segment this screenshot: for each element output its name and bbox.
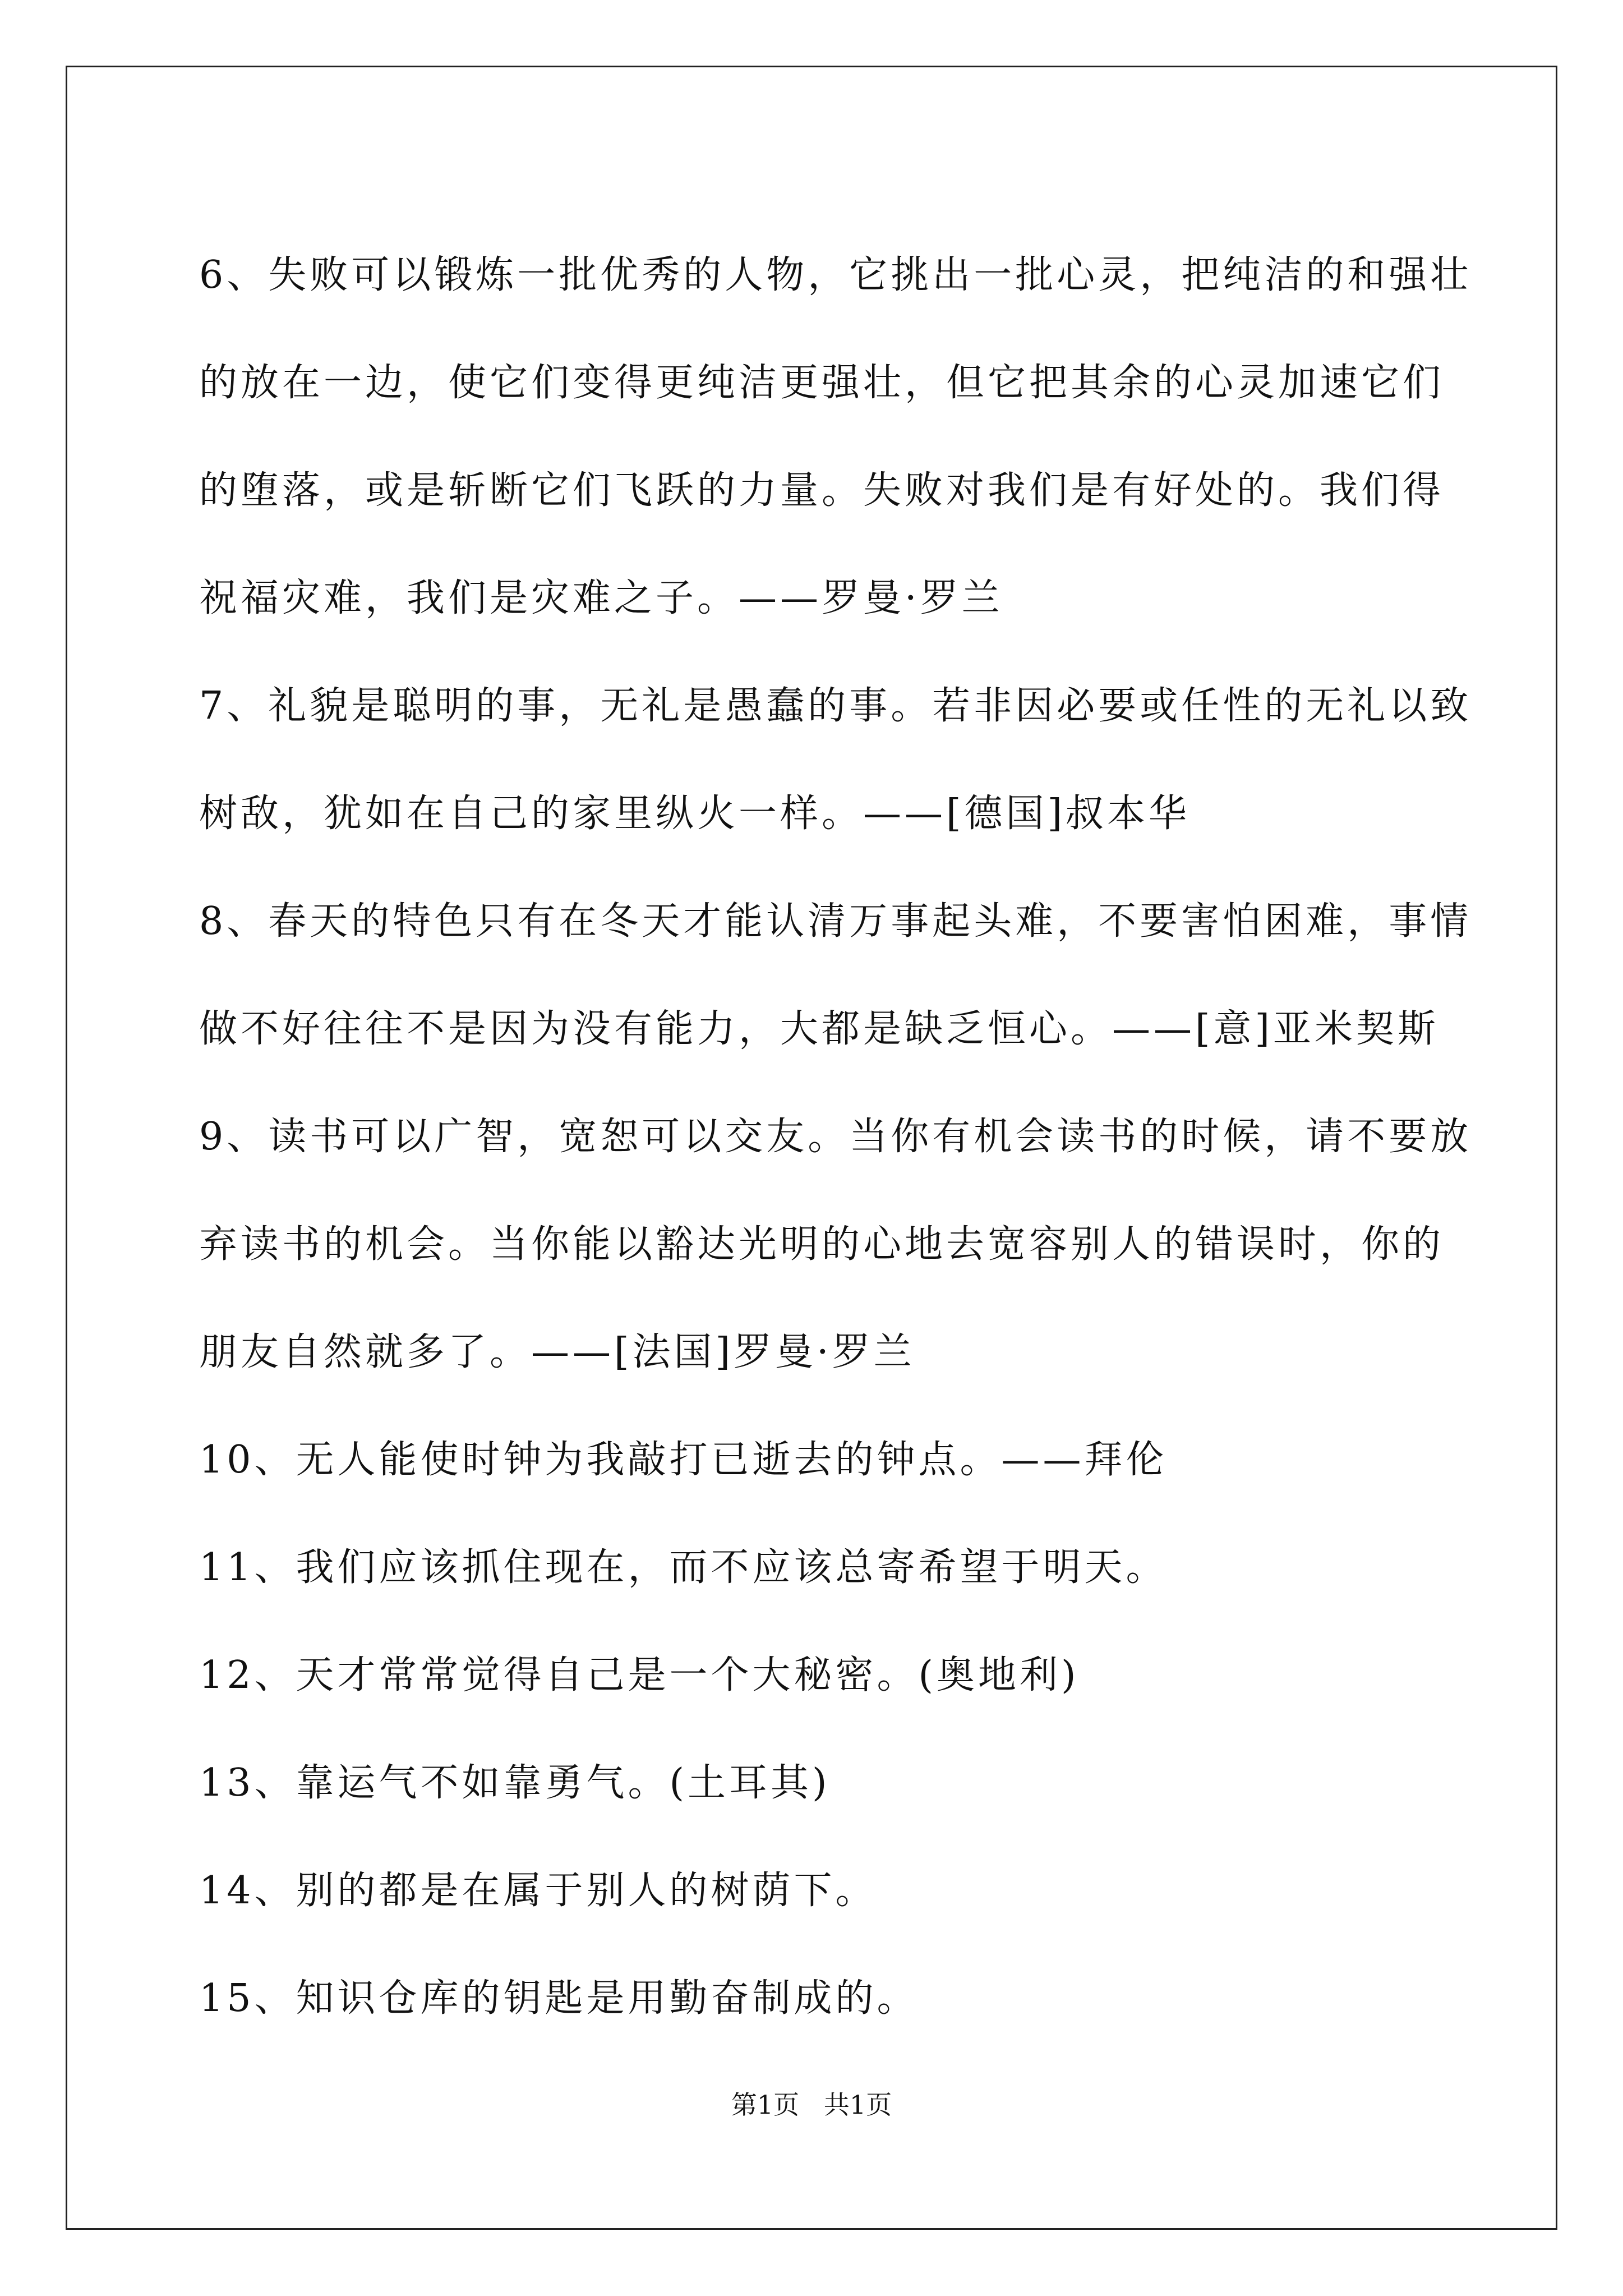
document-body xyxy=(199,222,1472,2053)
text-line: 8、春天的特色只有在冬天才能认清万事起头难，不要害怕困难，事情 xyxy=(199,899,1472,944)
text-line: 弃读书的机会。当你能以豁达光明的心地去宽容别人的错误时，你的 xyxy=(199,1222,1445,1267)
text-line: 6、失败可以锻炼一批优秀的人物，它挑出一批心灵，把纯洁的和强壮 xyxy=(199,253,1472,297)
text-line: 14、别的都是在属于别人的树荫下。 xyxy=(199,1869,877,1913)
text-line: 祝福灾难，我们是灾难之子。——罗曼·罗兰 xyxy=(199,576,1003,620)
text-line: 树敌，犹如在自己的家里纵火一样。——[德国]叔本华 xyxy=(199,792,1191,836)
text-line: 的堕落，或是斩断它们飞跃的力量。失败对我们是有好处的。我们得 xyxy=(199,468,1445,513)
text-line: 15、知识仓库的钥匙是用勤奋制成的。 xyxy=(199,1976,919,2021)
text-line: 的放在一边，使它们变得更纯洁更强壮，但它把其余的心灵加速它们 xyxy=(199,361,1445,405)
text-line: 朋友自然就多了。——[法国]罗曼·罗兰 xyxy=(199,1330,915,1374)
text-line: 9、读书可以广智，宽恕可以交友。当你有机会读书的时候，请不要放 xyxy=(199,1115,1472,1159)
page-number-footer: 第1页 共1页 xyxy=(731,2090,892,2120)
text-line: 做不好往往不是因为没有能力，大都是缺乏恒心。——[意]亚米契斯 xyxy=(199,1007,1440,1051)
text-line: 7、礼貌是聪明的事，无礼是愚蠢的事。若非因必要或任性的无礼以致 xyxy=(199,684,1472,728)
text-line: 11、我们应该抓住现在，而不应该总寄希望于明天。 xyxy=(199,1545,1168,1590)
text-line: 13、靠运气不如靠勇气。(土耳其) xyxy=(199,1761,831,1805)
text-line: 10、无人能使时钟为我敲打已逝去的钟点。——拜伦 xyxy=(199,1438,1168,1482)
text-line: 12、天才常常觉得自己是一个大秘密。(奥地利) xyxy=(199,1653,1080,1697)
